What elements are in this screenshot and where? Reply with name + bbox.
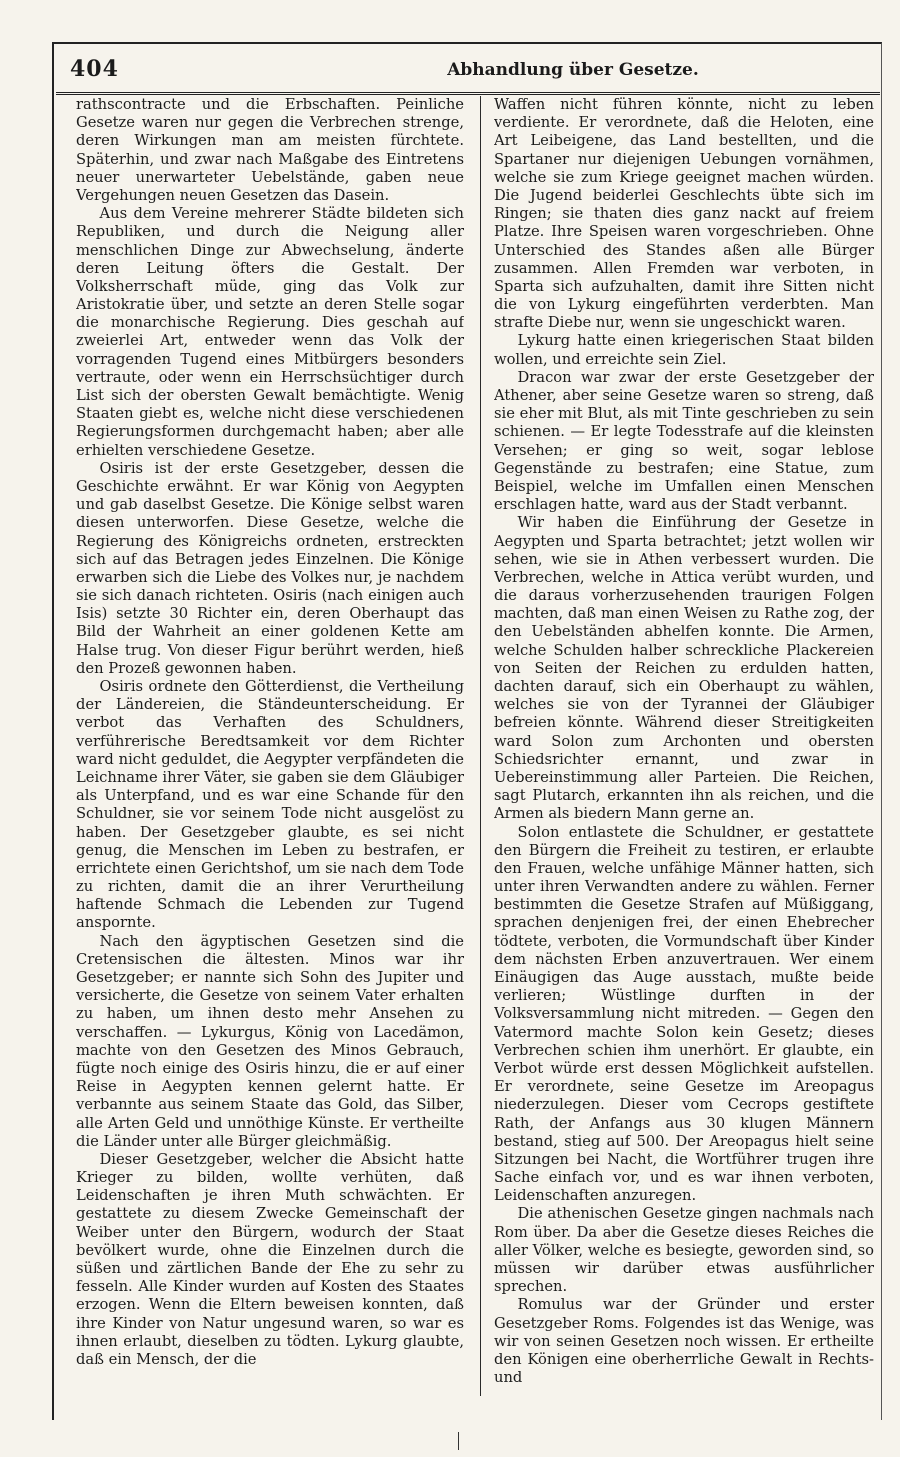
running-title: Abhandlung über Gesetze. bbox=[447, 60, 699, 80]
paragraph: rathscontracte und die Erbschaften. Peinliche Gesetze waren nur gegen die Verbrechen strenge, deren Wirkungen man am meisten fürchtete. Späterhin, und zwar nach Maßgabe des Eintretens neuer unerwarteter Uebelstände, gaben neue Vergehungen neuen Gesetzen das Dasein. bbox=[76, 96, 464, 204]
left-column bbox=[76, 96, 464, 1396]
column-divider bbox=[480, 96, 481, 1396]
paragraph: Dieser Gesetzgeber, welcher die Absicht hatte Krieger zu bilden, wollte verhüten, daß Leidenschaften je ihren Muth schwächten. Er gestattete zu diesem Zwecke Gemeinschaft der Weiber unter den Bürgern, wodurch der Staat bevölkert wurde, ohne die Einzelnen durch die süßen und zärtlichen Bande der Ehe zu sehr zu fesseln. Alle Kinder wurden auf Kosten des Staates erzogen. Wenn die Eltern beweisen konnten, daß ihre Kinder von Natur ungesund waren, so war es ihnen erlaubt, dieselben zu tödten. Lykurg glaubte, daß ein Mensch, der die bbox=[76, 1150, 464, 1368]
text-columns bbox=[60, 96, 878, 1396]
paragraph: Lykurg hatte einen kriegerischen Staat bilden wollen, und erreichte sein Ziel. bbox=[494, 332, 874, 368]
paragraph: Nach den ägyptischen Gesetzen sind die Cretensischen die ältesten. Minos war ihr Gesetzgeber; er nannte sich Sohn des Jupiter und versicherte, die Gesetze von seinem Vater erhalten zu haben, um ihnen desto mehr Ansehen zu verschaffen. — Lykurgus, König von Lacedämon, machte von den Gesetzen des Minos Gebrauch, fügte noch einige des Osiris hinzu, die er auf einer Reise in Aegypten kennen gelernt hatte. Er verbannte aus seinem Staate das Gold, das Silber, alle Arten Geld und unnöthige Künste. Er vertheilte die Länder unter alle Bürger gleichmäßig. bbox=[76, 932, 464, 1150]
paragraph: Waffen nicht führen könnte, nicht zu leben verdiente. Er verordnete, daß die Heloten, eine Art Leibeigene, das Land bestellten, und die Spartaner nur diejenigen Uebungen vornähmen, welche sie zum Kriege geeignet machen würden. Die Jugend beiderlei Geschlechts übte sich im Ringen; sie thaten dies ganz nackt auf freiem Platze. Ihre Speisen waren vorgeschrieben. Ohne Unterschied des Standes aßen alle Bürger zusammen. Allen Fremden war verboten, in Sparta sich aufzuhalten, damit ihre Sitten nicht die von Lykurg eingeführten verderbten. Man strafte Diebe nur, wenn sie ungeschickt waren. bbox=[494, 96, 874, 332]
paragraph: Osiris ordnete den Götterdienst, die Vertheilung der Ländereien, die Ständeunterscheidung. Er verbot das Verhaften des Schuldners, verführerische Beredtsamkeit vor dem Richter ward nicht geduldet, die Aegypter verpfändeten die Leichname ihrer Väter, sie gaben sie dem Gläubiger als Unterpfand, und es war eine Schande für den Schuldner, sie vor seinem Tode nicht ausgelöst zu haben. Der Gesetzgeber glaubte, es sei nicht genug, die Menschen im Leben zu bestrafen, er errichtete einen Gerichtshof, um sie nach dem Tode zu richten, damit die an ihrer Verurtheilung haftende Schmach die Lebenden zur Tugend anspornte. bbox=[76, 678, 464, 932]
paragraph: Osiris ist der erste Gesetzgeber, dessen die Geschichte erwähnt. Er war König von Aegypten und gab daselbst Gesetze. Die Könige selbst waren diesen unterworfen. Diese Gesetze, welche die Regierung des Königreichs ordneten, erstreckten sich auf das Betragen jedes Einzelnen. Die Könige erwarben sich die Liebe des Volkes nur, je nachdem sie sich danach richteten. Osiris (nach einigen auch Isis) setzte 30 Richter ein, deren Oberhaupt das Bild der Wahrheit an einer goldenen Kette am Halse trug. Von dieser Figur berührt werden, hieß den Prozeß gewonnen haben. bbox=[76, 459, 464, 677]
page-header bbox=[56, 52, 880, 95]
paragraph: Die athenischen Gesetze gingen nachmals nach Rom über. Da aber die Gesetze dieses Reiches die aller Völker, welche es besiegte, geworden sind, so müssen wir darüber etwas ausführlicher sprechen. bbox=[494, 1205, 874, 1296]
paragraph: Solon entlastete die Schuldner, er gestattete den Bürgern die Freiheit zu testiren, er erlaubte den Frauen, welche unfähige Männer hatten, sich unter ihren Verwandten andere zu wählen. Ferner bestimmten die Gesetze Strafen auf Müßiggang, sprachen denjenigen frei, der einen Ehebrecher tödtete, verboten, die Vormundschaft über Kinder dem nächsten Erben anzuvertrauen. Wer einem Einäugigen das Auge ausstach, mußte beide verlieren; Wüstlinge durften in der Volksversammlung nicht mitreden. — Gegen den Vatermord machte Solon kein Gesetz; dieses Verbrechen schien ihm unerhört. Er glaubte, ein Verbot würde erst dessen Möglichkeit aufstellen. Er verordnete, seine Gesetze im Areopagus niederzulegen. Dieser vom Cecrops gestiftete Rath, der Anfangs aus 30 klugen Männern bestand, stieg auf 500. Der Areopagus hielt seine Sitzungen bei Nacht, die Wortführer trugen ihre Sache einfach vor, und es war ihnen verboten, Leidenschaften anzuregen. bbox=[494, 823, 874, 1205]
paragraph: Dracon war zwar der erste Gesetzgeber der Athener, aber seine Gesetze waren so streng, daß sie eher mit Blut, als mit Tinte geschrieben zu sein schienen. — Er legte Todesstrafe auf die kleinsten Versehen; er ging so weit, sogar leblose Gegenstände zu bestrafen; eine Statue, zum Beispiel, welche im Umfallen einen Menschen erschlagen hatte, ward aus der Stadt verbannt. bbox=[494, 368, 874, 514]
paragraph: Aus dem Vereine mehrerer Städte bildeten sich Republiken, und durch die Neigung aller menschlichen Dinge zur Abwechselung, änderte deren Leitung öfters die Gestalt. Der Volksherrschaft müde, ging das Volk zur Aristokratie über, und setzte an deren Stelle sogar die monarchische Regierung. Dies geschah auf zweierlei Art, entweder wenn das Volk der vorragenden Tugend eines Mitbürgers besonders vertraute, oder wenn ein Herrschsüchtiger durch List sich der obersten Gewalt bemächtigte. Wenig Staaten giebt es, welche nicht diese verschiedenen Regierungsformen durchgemacht haben; aber alle erhielten verschiedene Gesetze. bbox=[76, 205, 464, 459]
page-number: 404 bbox=[70, 56, 119, 82]
paragraph: Romulus war der Gründer und erster Gesetzgeber Roms. Folgendes ist das Wenige, was wir von seinen Gesetzen noch wissen. Er ertheilte den Königen eine oberherrliche Gewalt in Rechts- und bbox=[494, 1296, 874, 1387]
right-column bbox=[494, 96, 874, 1396]
print-mark bbox=[458, 1432, 459, 1450]
paragraph: Wir haben die Einführung der Gesetze in Aegypten und Sparta betrachtet; jetzt wollen wir sehen, wie sie in Athen verbessert wurden. Die Verbrechen, welche in Attica verübt wurden, und die daraus vorherzusehenden traurigen Folgen machten, daß man einen Weisen zu Rathe zog, der den Uebelständen abhelfen konnte. Die Armen, welche Schulden halber schreckliche Plackereien von Seiten der Reichen zu erdulden hatten, dachten darauf, sich ein Oberhaupt zu wählen, welches sie von der Tyrannei der Gläubiger befreien könnte. Während dieser Streitigkeiten ward Solon zum Archonten und obersten Schiedsrichter ernannt, und zwar in Uebereinstimmung aller Parteien. Die Reichen, sagt Plutarch, erkannten ihn als reichen, und die Armen als biedern Mann gerne an. bbox=[494, 514, 874, 823]
